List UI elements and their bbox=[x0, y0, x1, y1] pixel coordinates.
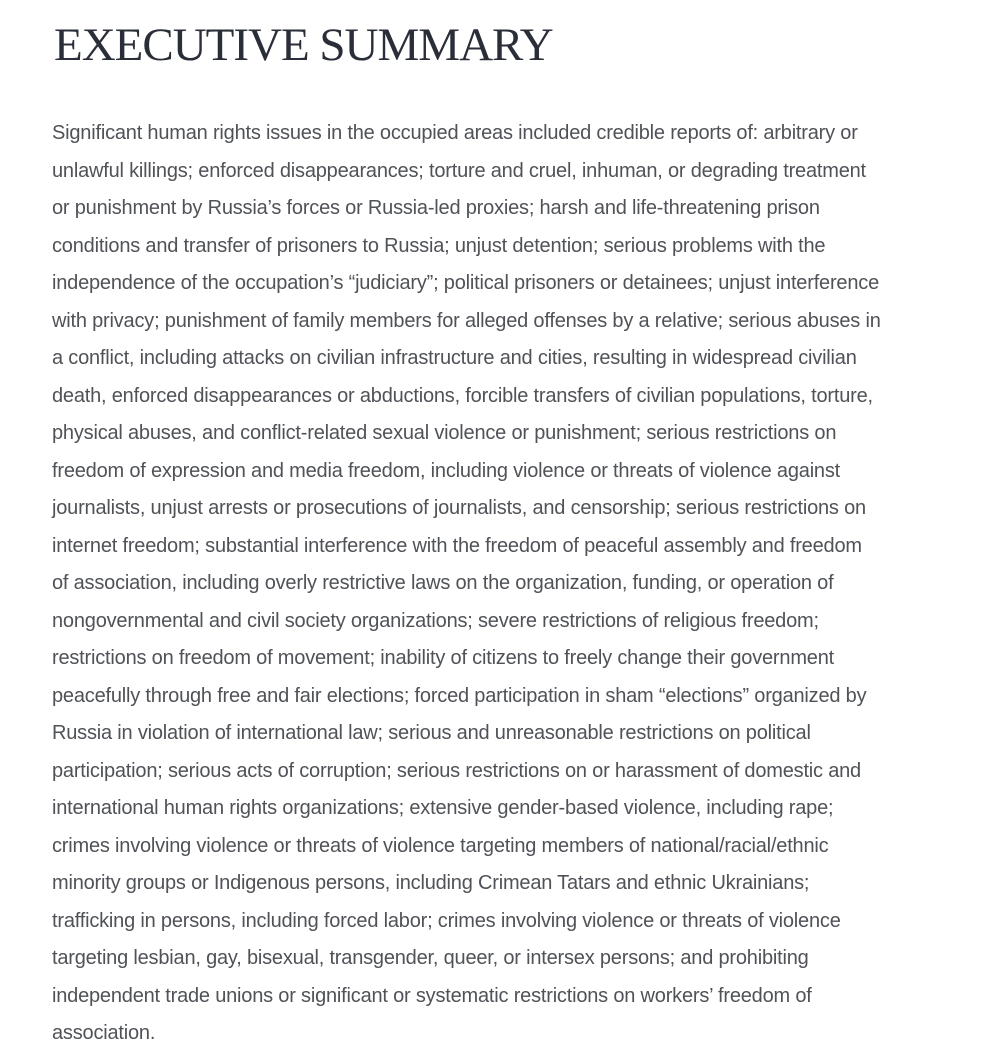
paragraph-line: nongovernmental and civil society organizations; severe restrictions of religious freedom; bbox=[52, 609, 819, 632]
paragraph-line: Significant human rights issues in the occupied areas included credible reports of: arbitrary or bbox=[52, 122, 858, 144]
paragraph-line: death, enforced disappearances or abductions, forcible transfers of civilian populations, torture, bbox=[52, 384, 873, 407]
paragraph-line: minority groups or Indigenous persons, including Crimean Tatars and ethnic Ukrainians; bbox=[52, 872, 810, 894]
paragraph-line: a conflict, including attacks on civilian infrastructure and cities, resulting in widespread civilian bbox=[52, 347, 857, 369]
paragraph-line: association. bbox=[52, 1022, 156, 1044]
paragraph-line: conditions and transfer of prisoners to Russia; unjust detention; serious problems with the bbox=[52, 234, 826, 257]
paragraph-line: targeting lesbian, gay, bisexual, transgender, queer, or intersex persons; and prohibiting bbox=[52, 947, 809, 969]
executive-summary-paragraph bbox=[52, 115, 962, 1053]
paragraph-line: participation; serious acts of corruption; serious restrictions on or harassment of domestic and bbox=[52, 759, 861, 782]
paragraph-line: crimes involving violence or threats of violence targeting members of national/racial/ethnic bbox=[52, 834, 829, 857]
paragraph-line: internet freedom; substantial interference with the freedom of peaceful assembly and freedom bbox=[52, 534, 862, 557]
paragraph-line: peacefully through free and fair elections; forced participation in sham “elections” organized by bbox=[52, 684, 867, 707]
paragraph-line: trafficking in persons, including forced labor; crimes involving violence or threats of violence bbox=[52, 909, 841, 932]
paragraph-line: or punishment by Russia’s forces or Russia-led proxies; harsh and life-threatening prison bbox=[52, 197, 820, 219]
paragraph-line: unlawful killings; enforced disappearances; torture and cruel, inhuman, or degrading treatment bbox=[52, 159, 866, 182]
paragraph-line: Russia in violation of international law; serious and unreasonable restrictions on political bbox=[52, 722, 811, 744]
paragraph-line: independent trade unions or significant or systematic restrictions on workers’ freedom of bbox=[52, 984, 812, 1007]
paragraph-line: of association, including overly restrictive laws on the organization, funding, or operation of bbox=[52, 572, 834, 594]
page-title: EXECUTIVE SUMMARY bbox=[54, 19, 553, 71]
paragraph-line: freedom of expression and media freedom, including violence or threats of violence against bbox=[52, 459, 841, 482]
paragraph-line: with privacy; punishment of family members for alleged offenses by a relative; serious abuses in bbox=[52, 309, 881, 332]
paragraph-line: journalists, unjust arrests or prosecutions of journalists, and censorship; serious restrictions on bbox=[52, 497, 866, 519]
paragraph-line: physical abuses, and conflict-related sexual violence or punishment; serious restrictions on bbox=[52, 422, 837, 444]
paragraph-line: international human rights organizations; extensive gender-based violence, including rape; bbox=[52, 797, 834, 819]
paragraph-line: restrictions on freedom of movement; inability of citizens to freely change their government bbox=[52, 647, 834, 669]
paragraph-line: independence of the occupation’s “judiciary”; political prisoners or detainees; unjust interference bbox=[52, 272, 879, 294]
